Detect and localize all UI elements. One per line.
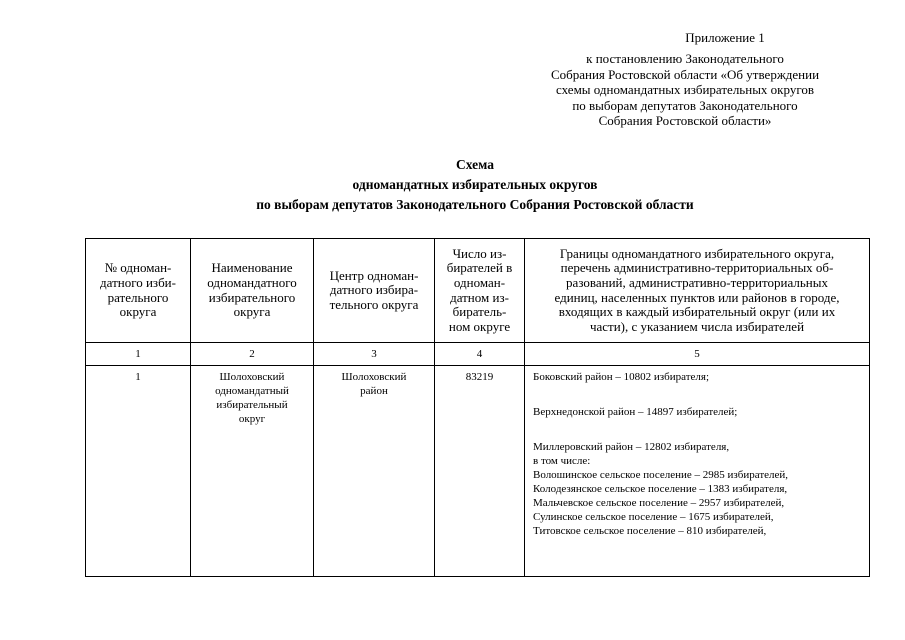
appendix-line: схемы одномандатных избирательных округов <box>556 82 814 98</box>
column-number-row <box>86 343 870 366</box>
cell-district-boundaries <box>525 366 870 577</box>
districts-table <box>85 238 870 577</box>
title-line-3: по выборам депутатов Законодательного Собрания Ростовской области <box>256 197 694 212</box>
cell-district-center: Шолоховский район <box>314 366 435 577</box>
column-number: 2 <box>191 343 314 366</box>
column-number: 5 <box>525 343 870 366</box>
header-district-center: Центр одноман- датного избира- тельного округа <box>314 239 435 343</box>
document-title <box>180 155 770 215</box>
appendix-line: Собрания Ростовской области» <box>598 113 772 129</box>
table-row <box>86 366 870 577</box>
boundary-line: Боковский район – 10802 избирателя; <box>533 371 709 383</box>
boundary-line: Титовское сельское поселение – 810 избирателей, <box>533 525 767 537</box>
cell-voter-count: 83219 <box>435 366 525 577</box>
appendix-block <box>520 30 850 128</box>
header-voter-count: Число из- бирателей в одноман- датном из- биратель- ном округе <box>435 239 525 343</box>
boundary-line: Колодезянское сельское поселение – 1383 избирателя, <box>533 483 788 495</box>
appendix-line: Собрания Ростовской области «Об утверждении <box>550 66 820 82</box>
header-district-boundaries: Границы одномандатного избирательного округа, перечень административно-территориальных об- разований, административно-территориальных единиц, населенных пунктов или районов в городе, входящих в каждый избирательный округ (или их части), с указанием числа избирателей <box>525 239 870 343</box>
title-line-2: одномандатных избирательных округов <box>352 177 598 192</box>
appendix-heading: Приложение 1 <box>685 30 765 45</box>
boundary-line: Миллеровский район – 12802 избирателя, <box>533 441 730 453</box>
boundary-line: Мальчевское сельское поселение – 2957 избирателей, <box>533 497 785 509</box>
appendix-line: по выборам депутатов Законодательного <box>572 97 798 113</box>
cell-district-name: Шолоховский одномандатный избирательный округ <box>191 366 314 577</box>
boundary-line: Сулинское сельское поселение – 1675 избирателей, <box>533 511 774 523</box>
boundary-line: Волошинское сельское поселение – 2985 избирателей, <box>533 469 789 481</box>
boundary-line: Верхнедонской район – 14897 избирателей; <box>533 406 738 418</box>
column-number: 3 <box>314 343 435 366</box>
header-district-name: Наименование одномандатного избирательного округа <box>191 239 314 343</box>
cell-district-number: 1 <box>86 366 191 577</box>
title-line-1: Схема <box>455 157 494 172</box>
table-header-row <box>86 239 870 343</box>
column-number: 4 <box>435 343 525 366</box>
appendix-line: к постановлению Законодательного <box>586 51 784 67</box>
boundary-line: в том числе: <box>533 455 591 467</box>
header-district-number: № одноман- датного изби- рательного округа <box>86 239 191 343</box>
column-number: 1 <box>86 343 191 366</box>
